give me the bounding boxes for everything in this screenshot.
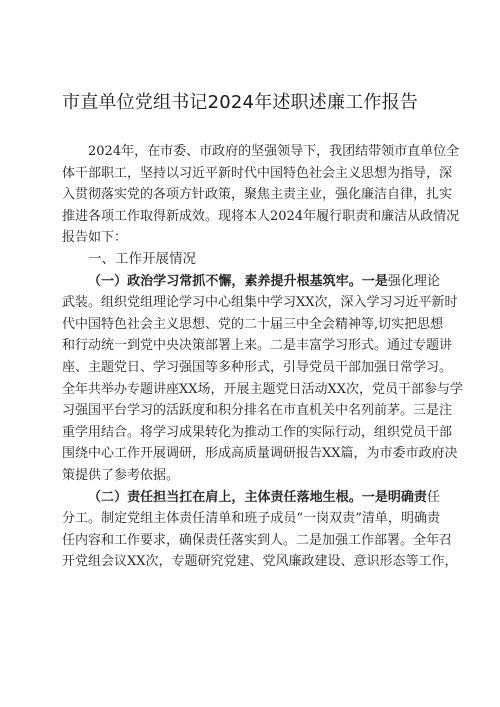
paragraph-lead-line (62, 271, 440, 293)
section-heading: 一、工作开展情况 (88, 250, 196, 267)
paragraph-line: 全年共举办专题讲座XX场，开展主题党日活动XX次，党员干部参与学 (62, 381, 464, 397)
paragraph-line: 分工。制定党组主体责任清单和班子成员“一岗双责”清单，明确责 (62, 511, 440, 527)
paragraph-lead-bold: （二）责任担当扛在肩上，主体责任落地生根。一是明确责 (88, 489, 427, 505)
paragraph-line: 和行动统一到党中央决策部署上来。二是丰富学习形式。通过专题讲 (62, 338, 453, 354)
paragraph-lead-bold: （一）政治学习常抓不懈，素养提升根基筑牢。一是 (88, 273, 388, 289)
paragraph-line: 习强国平台学习的活跃度和积分排名在市直机关中名列前茅。三是注 (62, 403, 453, 419)
paragraph-line: 座、主题党日、学习强国等多种形式，引导党员干部加强日常学习。 (62, 359, 453, 375)
paragraph-line: 任内容和工作要求，确保责任落实到人。二是加强工作部署。全年召 (62, 532, 453, 548)
paragraph-line: 代中国特色社会主义思想、党的二十届三中全会精神等,切实把思想 (62, 316, 444, 332)
intro-line: 体干部职工，坚持以习近平新时代中国特色社会主义思想为指导，深 (62, 165, 453, 181)
paragraph-line: 开党组会议XX次，专题研究党建、党风廉政建设、意识形态等工作， (62, 554, 458, 570)
paragraph-line: 重学用结合。将学习成果转化为推动工作的实际行动，组织党员干部 (62, 424, 453, 440)
paragraph-line: 武装。组织党组理论学习中心组集中学习XX次，深入学习习近平新时 (62, 295, 458, 311)
intro-line: 推进各项工作取得新成效。现将本人2024年履行职责和廉洁从政情况 (62, 208, 460, 224)
intro-line: 入贯彻落实党的各项方针政策，聚焦主责主业，强化廉洁自律，扎实 (62, 187, 453, 203)
paragraph-line: 策提供了参考依据。 (62, 467, 180, 483)
paragraph-lead-line (62, 487, 440, 509)
paragraph-line: 围绕中心工作开展调研，形成高质量调研报告XX篇，为市委市政府决 (62, 446, 458, 462)
paragraph-lead-rest: 强化理论 (387, 273, 440, 289)
paragraph-lead-rest: 任 (426, 489, 440, 505)
document-title: 市直单位党组书记2024年述职述廉工作报告 (62, 92, 419, 113)
intro-line: 报告如下： (62, 230, 128, 246)
document-body (62, 141, 464, 573)
intro-line: 2024年，在市委、市政府的坚强领导下，我团结带领市直单位全 (88, 144, 460, 159)
